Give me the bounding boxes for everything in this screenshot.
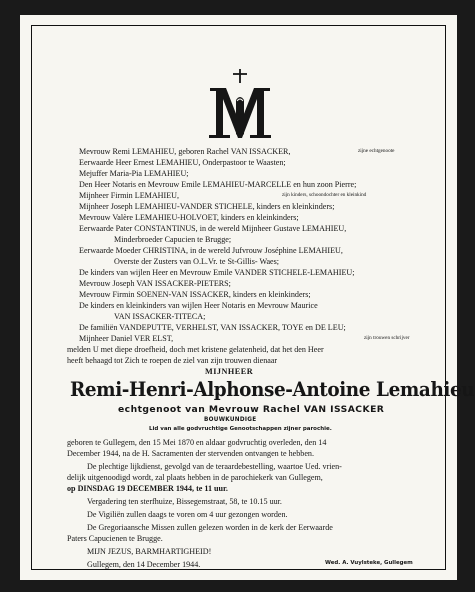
funeral-line-2: delijk uitgenoodigd wordt, zal plaats hebben in de parochiekerk van Gullegem,: [67, 473, 323, 482]
birth-death-line-2: December 1944, na de H. Sacramenten der stervenden ontvangen te hebben.: [67, 449, 314, 458]
masses-line-2: Paters Capucienen te Brugge.: [67, 534, 163, 543]
vigils-line: De Vigiliën zullen daags te voren om 4 uur gezongen worden.: [87, 510, 288, 519]
family-line-11: Overste der Zusters van O.L.Vr. te St-Gillis- Waes;: [114, 257, 280, 266]
family-line-18-note: zijn trouwen schrijver: [364, 335, 410, 341]
family-line-4: Den Heer Notaris en Mevrouw Emile LEMAHIEU-MARCELLE en hun zoon Pierre;: [79, 180, 357, 189]
family-line-14: Mevrouw Firmin SOENEN-VAN ISSACKER, kinders en kleinkinders;: [79, 290, 311, 299]
funeral-line-1: De plechtige lijkdienst, gevolgd van de teraardebestelling, waartoe Ued. vrien-: [87, 462, 342, 471]
family-line-18: Mijnheer Daniel VER ELST,: [79, 334, 174, 343]
family-line-6: Mijnheer Joseph LEMAHIEU-VANDER STICHELE, kinders en kleinkinders;: [79, 202, 335, 211]
family-line-17: De familiën VANDEPUTTE, VERHELST, VAN ISSACKER, TOYE en DE LEU;: [79, 323, 346, 332]
printer-credit: Wed. A. Vuylsteke, Gullegem: [325, 560, 413, 566]
family-line-1: Mevrouw Remi LEMAHIEU, geboren Rachel VAN ISSACKER,: [79, 147, 291, 156]
honorific: MIJNHEER: [205, 367, 254, 376]
marian-monogram-icon: [200, 68, 280, 142]
announcement-line-2: heeft behaagd tot Zich te roepen de ziel van zijn trouwen dienaar: [67, 356, 278, 365]
funeral-line-3: op DINSDAG 19 DECEMBER 1944, te 11 uur.: [67, 484, 228, 493]
mourning-card: [20, 15, 475, 580]
family-line-12: De kinders van wijlen Heer en Mevrouw Emile VANDER STICHELE-LEMAHIEU;: [79, 268, 355, 277]
spouse-line: echtgenoot van Mevrouw Rachel VAN ISSACKER: [118, 404, 385, 415]
announcement-line-1: melden U met diepe droefheid, doch met kristene gelatenheid, dat het den Heer: [67, 345, 324, 354]
deceased-name: Remi-Henri-Alphonse-Antoine Lemahieu: [70, 377, 475, 401]
family-line-10: Eerwaarde Moeder CHRISTINA, in de wereld Jufvrouw Joséphine LEMAHIEU,: [79, 246, 343, 255]
invocation: MIJN JEZUS, BARMHARTIGHEID!: [87, 547, 212, 556]
membership: Lid van alle godvruchtige Genootschappen zijner parochie.: [149, 426, 332, 432]
family-line-5: Mijnheer Firmin LEMAHIEU,: [79, 191, 180, 200]
family-line-9: Minderbroeder Capucien te Brugge;: [114, 235, 232, 244]
family-line-8: Eerwaarde Pater CONSTANTINUS, in de wereld Mijnheer Gustave LEMAHIEU,: [79, 224, 347, 233]
family-line-1-note: zijne echtgenoote: [358, 148, 395, 154]
birth-death-line-1: geboren te Gullegem, den 15 Mei 1870 en aldaar godvruchtig overleden, den 14: [67, 438, 327, 447]
family-line-7: Mevrouw Valère LEMAHIEU-HOLVOET, kinders en kleinkinders;: [79, 213, 299, 222]
family-line-5-note: zijn kinders, schoondochter en kleinkind: [282, 192, 367, 198]
place-date: Gullegem, den 14 December 1944.: [87, 560, 201, 569]
family-line-16: VAN ISSACKER-TITECA;: [114, 312, 206, 321]
gathering-line: Vergadering ten sterfhuize, Bissegemstraat, 58, te 10.15 uur.: [87, 497, 282, 506]
family-line-3: Mejuffer Maria-Pia LEMAHIEU;: [79, 169, 189, 178]
masses-line-1: De Gregoriaansche Missen zullen gelezen worden in de kerk der Eerwaarde: [87, 523, 333, 532]
family-line-15: De kinders en kleinkinders van wijlen Heer Notaris en Mevrouw Maurice: [79, 301, 318, 310]
family-line-2: Eerwaarde Heer Ernest LEMAHIEU, Onderpastoor te Waasten;: [79, 158, 286, 167]
profession: BOUWKUNDIGE: [204, 417, 257, 423]
family-line-13: Mevrouw Joseph VAN ISSACKER-PIETERS;: [79, 279, 231, 288]
